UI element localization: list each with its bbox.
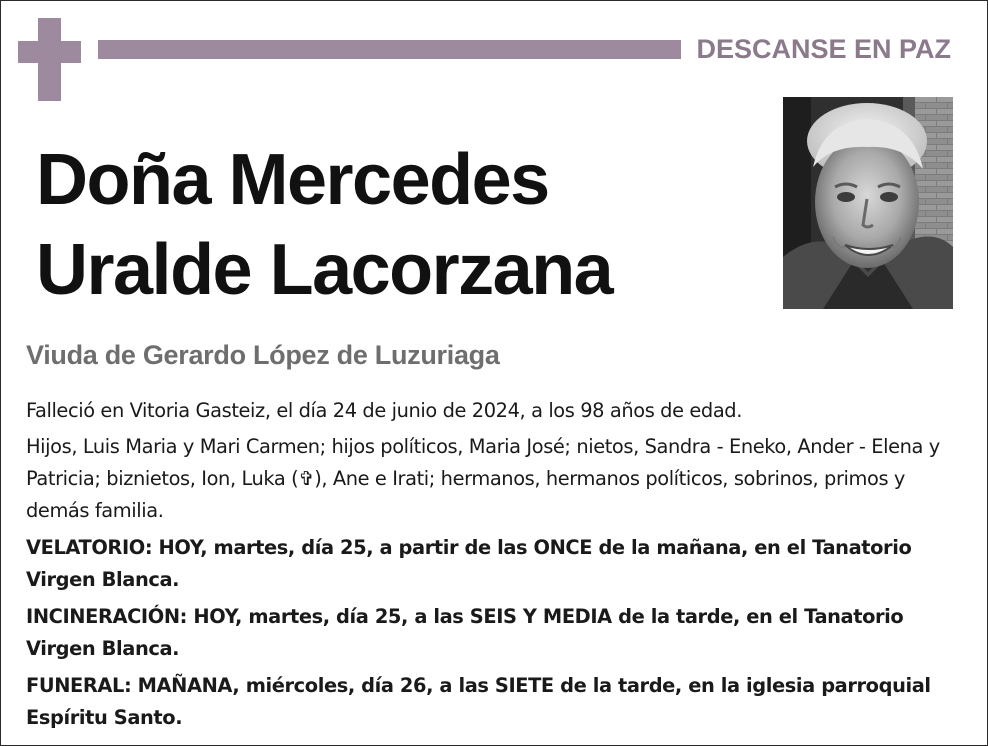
header-divider-bar xyxy=(98,40,681,59)
velatorio-info: VELATORIO: HOY, martes, día 25, a partir de las ONCE de la mañana, en el Tanatorio Virgen Blanca. xyxy=(26,536,912,591)
deceased-name xyxy=(36,135,612,315)
header-title: DESCANSE EN PAZ xyxy=(696,34,951,64)
family-list-part1: Hijos, Luis Maria y Mari Carmen; hijos políticos, Maria José; nietos, Sandra - Eneko, Ander - Elena y Patricia; biznietos, Ion, Luka ( xyxy=(26,435,940,490)
cross-horizontal-bar xyxy=(18,41,81,63)
cross-icon: ✞ xyxy=(298,467,315,490)
funeral-info: FUNERAL: MAÑANA, miércoles, día 26, a las SIETE de la tarde, en la iglesia parroquial Espíritu Santo. xyxy=(26,674,931,729)
family-list xyxy=(26,431,966,527)
incineracion-info: INCINERACIÓN: HOY, martes, día 25, a las SEIS Y MEDIA de la tarde, en el Tanatorio Virgen Blanca. xyxy=(26,605,904,660)
deceased-portrait-photo xyxy=(783,97,953,309)
death-notice: Falleció en Vitoria Gasteiz, el día 24 de junio de 2024, a los 98 años de edad. xyxy=(26,399,742,422)
deceased-subtitle: Viuda de Gerardo López de Luzuriaga xyxy=(26,340,500,370)
deceased-name-line1: Doña Mercedes xyxy=(36,140,549,220)
obituary-body xyxy=(26,395,966,739)
portrait-image xyxy=(783,97,953,309)
family-list-part2: ), Ane e Irati; hermanos, hermanos políticos, sobrinos, primos y demás familia. xyxy=(26,467,905,522)
deceased-name-line2: Uralde Lacorzana xyxy=(36,230,613,310)
